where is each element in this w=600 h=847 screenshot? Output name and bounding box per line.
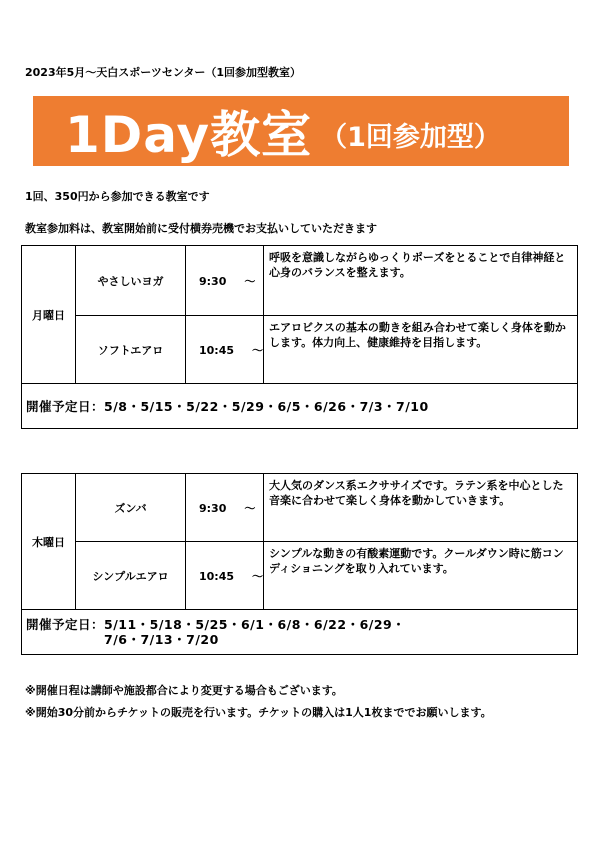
class-name: シンプルエアロ (76, 542, 186, 610)
class-description: シンプルな動きの有酸素運動です。クールダウン時に筋コンディショニングを取り入れています。 (264, 542, 578, 610)
banner-subtitle: （1回参加型） (320, 121, 501, 153)
intro-line-1: 1回、350円から参加できる教室です (25, 190, 210, 203)
note-2: ※開始30分前からチケットの販売を行います。チケットの購入は1人1枚まででお願いします。 (25, 706, 492, 719)
class-name: ソフトエアロ (76, 316, 186, 384)
class-time: 10:45 ～ (186, 542, 264, 610)
class-time: 9:30 ～ (186, 246, 264, 316)
class-description: エアロビクスの基本の動きを組み合わせて楽しく身体を動かします。体力向上、健康維持を目指します。 (264, 316, 578, 384)
class-name: ズンバ (76, 474, 186, 542)
header-line: 2023年5月～天白スポーツセンター（1回参加型教室） (25, 66, 302, 79)
day-label: 月曜日 (22, 246, 76, 384)
thursday-schedule-table (21, 473, 578, 655)
class-description: 呼吸を意識しながらゆっくりポーズをとることで自律神経と心身のバランスを整えます。 (264, 246, 578, 316)
class-time: 10:45 ～ (186, 316, 264, 384)
day-label: 木曜日 (22, 474, 76, 610)
class-time: 9:30 ～ (186, 474, 264, 542)
table-row (22, 384, 578, 429)
schedule-dates: 開催予定日：5/11・5/18・5/25・6/1・6/8・6/22・6/29・ 7/6・7/13・7/20 (22, 610, 578, 655)
intro-line-2: 教室参加料は、教室開始前に受付横券売機でお支払いしていただきます (25, 222, 377, 235)
title-banner (33, 96, 569, 166)
table-row (22, 610, 578, 655)
class-name: やさしいヨガ (76, 246, 186, 316)
table-row (22, 474, 578, 542)
table-row (22, 316, 578, 384)
monday-schedule-table (21, 245, 578, 429)
table-row (22, 542, 578, 610)
table-row (22, 246, 578, 316)
schedule-dates: 開催予定日：5/8・5/15・5/22・5/29・6/5・6/26・7/3・7/10 (22, 384, 578, 429)
banner-title: 1Day教室 (65, 106, 313, 164)
note-1: ※開催日程は講師や施設都合により変更する場合もございます。 (25, 684, 343, 697)
class-description: 大人気のダンス系エクササイズです。ラテン系を中心とした音楽に合わせて楽しく身体を動かしていきます。 (264, 474, 578, 542)
